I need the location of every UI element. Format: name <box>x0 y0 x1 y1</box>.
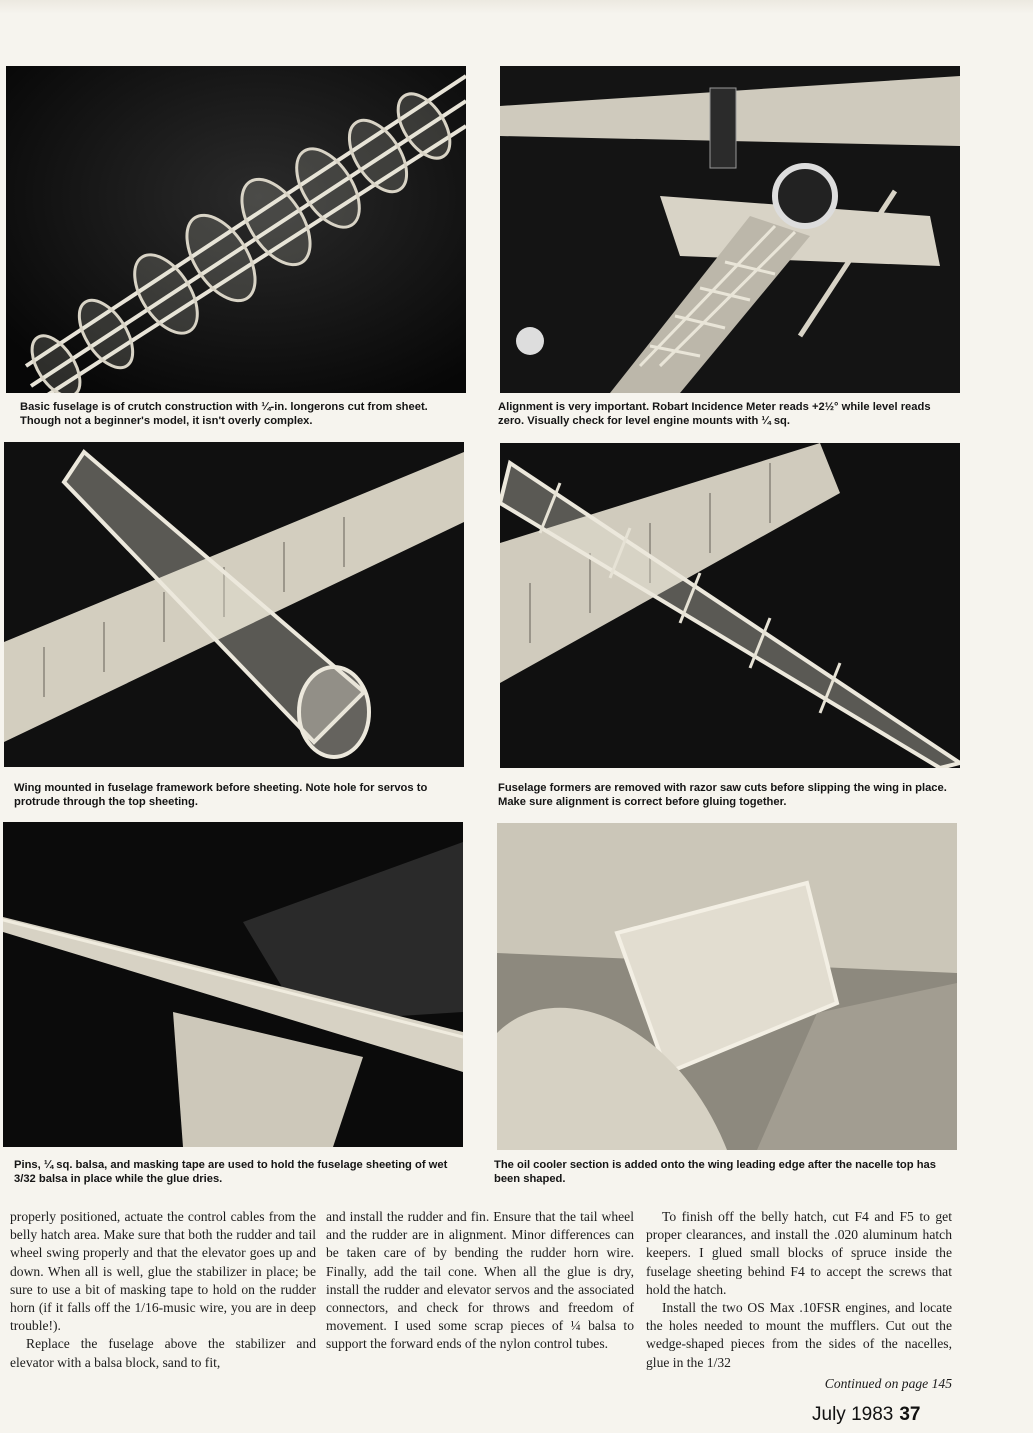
page-folio <box>812 1404 920 1426</box>
page-number: 37 <box>899 1404 921 1425</box>
body-column-2 <box>326 1208 634 1354</box>
photo-formers-removed <box>500 443 960 768</box>
photo-fuselage-sheeting <box>3 822 463 1147</box>
formers-removed-illustration <box>500 443 960 768</box>
caption-wing-mounted: Wing mounted in fuselage framework before sheeting. Note hole for servos to protrude through the top sheeting. <box>14 782 428 808</box>
caption-incidence-meter: Alignment is very important. Robart Incidence Meter reads +2½° while level reads zero. Visually check for level engine mounts with ¼ sq. <box>498 401 931 427</box>
body-paragraph: Replace the fuselage above the stabilizer and elevator with a balsa block, sand to fit, <box>10 1336 316 1370</box>
caption-formers-removed: Fuselage formers are removed with razor saw cuts before slipping the wing in place. Make sure alignment is correct before gluing together. <box>498 782 947 808</box>
body-paragraph: and install the rudder and fin. Ensure that the tail wheel and the rudder are in alignment. Minor differences can be taken care of by bending the rudder horn wire. Finally, add the tail cone. When all the glue is dry, install the rudder and elevator servos and the associated connectors, and check for throws and freedom of movement. I used some scrap pieces of ¼ balsa to support the forward ends of the nylon control tubes. <box>326 1209 634 1352</box>
caption-fuselage-crutch: Basic fuselage is of crutch construction with ¼-in. longerons cut from sheet. Though not a beginner's model, it isn't overly complex. <box>20 401 428 427</box>
caption-fuselage-sheeting: Pins, ¼ sq. balsa, and masking tape are used to hold the fuselage sheeting of wet 3/32 balsa in place while the glue dries. <box>14 1159 448 1185</box>
fuselage-sheeting-illustration <box>3 822 463 1147</box>
body-column-1 <box>10 1208 316 1372</box>
body-paragraph: properly positioned, actuate the control cables from the belly hatch area. Make sure that both the rudder and tail wheel swing properly and that the elevator goes up and down. When all is well, glue the stabilizer in place; be sure to use a bit of masking tape to hold on the rudder horn (if it falls off the 1/16-music wire, you are in deep trouble!). <box>10 1209 316 1334</box>
oil-cooler-illustration <box>497 823 957 1150</box>
issue-date: July 1983 <box>812 1404 894 1425</box>
page-top-edge <box>0 0 1033 14</box>
wing-mounted-illustration <box>4 442 464 767</box>
body-paragraph: To finish off the belly hatch, cut F4 and F5 to get proper clearances, and install the .020 aluminum hatch keepers. I glued small blocks of spruce inside the fuselage sheeting behind F4 to accept the screws that hold the hatch. <box>646 1209 952 1297</box>
photo-oil-cooler <box>497 823 957 1150</box>
photo-fuselage-crutch <box>6 66 466 393</box>
photo-wing-mounted <box>4 442 464 767</box>
incidence-meter-illustration <box>500 66 960 393</box>
continued-on-page: Continued on page 145 <box>824 1376 952 1391</box>
fuselage-frame-illustration <box>6 66 466 393</box>
photo-incidence-meter <box>500 66 960 393</box>
caption-oil-cooler: The oil cooler section is added onto the wing leading edge after the nacelle top has been shaped. <box>494 1159 936 1185</box>
body-paragraph: Install the two OS Max .10FSR engines, and locate the holes needed to mount the mufflers. Cut out the wedge-shaped pieces from the sides of the nacelles, glue in the 1/32 <box>646 1300 952 1370</box>
body-column-3 <box>646 1208 952 1372</box>
